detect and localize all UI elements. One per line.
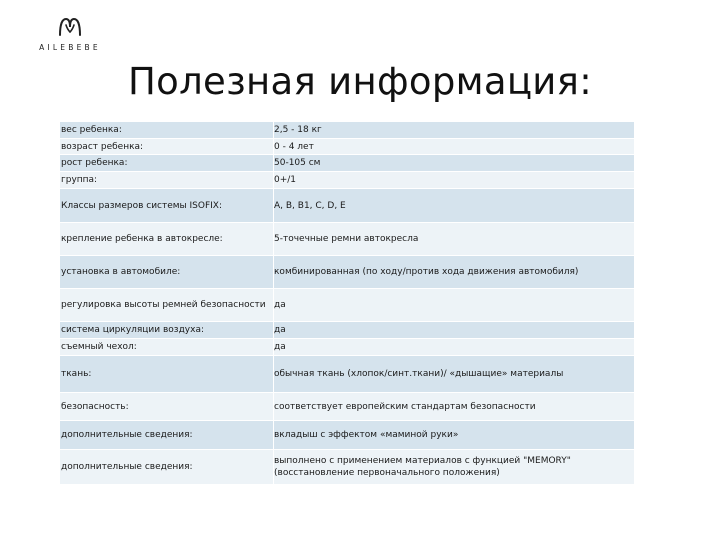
table-row bbox=[60, 339, 635, 356]
row-label: безопасность: bbox=[60, 393, 274, 421]
row-label: установка в автомобиле: bbox=[60, 256, 274, 289]
row-label: съемный чехол: bbox=[60, 339, 274, 356]
logo-wordmark: AILEBEBE bbox=[39, 43, 101, 52]
table-row bbox=[60, 139, 635, 155]
table-row bbox=[60, 189, 635, 223]
row-value: 2,5 - 18 кг bbox=[274, 122, 635, 139]
row-value: 0+/1 bbox=[274, 172, 635, 189]
row-value: 50-105 см bbox=[274, 155, 635, 172]
table-row bbox=[60, 155, 635, 172]
table-row bbox=[60, 393, 635, 421]
row-value: A, B, B1, C, D, E bbox=[274, 189, 635, 223]
page-title: Полезная информация: bbox=[128, 60, 592, 103]
row-label: рост ребенка: bbox=[60, 155, 274, 172]
table-row bbox=[60, 289, 635, 322]
table-row bbox=[60, 122, 635, 139]
table-row bbox=[60, 256, 635, 289]
row-label: вес ребенка: bbox=[60, 122, 274, 139]
row-value: вкладыш с эффектом «маминой руки» bbox=[274, 421, 635, 450]
table-row bbox=[60, 450, 635, 485]
row-value: комбинированная (по ходу/против хода движения автомобиля) bbox=[274, 256, 635, 289]
table-row bbox=[60, 322, 635, 339]
row-value: выполнено с применением материалов с функцией "MEMORY" (восстановление первоначального положения) bbox=[274, 450, 635, 485]
row-label: дополнительные сведения: bbox=[60, 450, 274, 485]
row-value: да bbox=[274, 322, 635, 339]
row-label: дополнительные сведения: bbox=[60, 421, 274, 450]
row-label: система циркуляции воздуха: bbox=[60, 322, 274, 339]
table-row bbox=[60, 356, 635, 393]
row-label: крепление ребенка в автокресле: bbox=[60, 223, 274, 256]
row-value: обычная ткань (хлопок/синт.ткани)/ «дышащие» материалы bbox=[274, 356, 635, 393]
row-label: регулировка высоты ремней безопасности bbox=[60, 289, 274, 322]
logo-mark-icon bbox=[55, 14, 85, 40]
row-value: 5-точечные ремни автокресла bbox=[274, 223, 635, 256]
brand-logo bbox=[36, 14, 104, 58]
row-value: да bbox=[274, 339, 635, 356]
row-label: группа: bbox=[60, 172, 274, 189]
row-value: соответствует европейским стандартам безопасности bbox=[274, 393, 635, 421]
row-label: Классы размеров системы ISOFIX: bbox=[60, 189, 274, 223]
row-value: да bbox=[274, 289, 635, 322]
table-row bbox=[60, 421, 635, 450]
row-label: ткань: bbox=[60, 356, 274, 393]
row-label: возраст ребенка: bbox=[60, 139, 274, 155]
table-row bbox=[60, 223, 635, 256]
table-row bbox=[60, 172, 635, 189]
row-value: 0 - 4 лет bbox=[274, 139, 635, 155]
specs-table bbox=[59, 121, 635, 485]
